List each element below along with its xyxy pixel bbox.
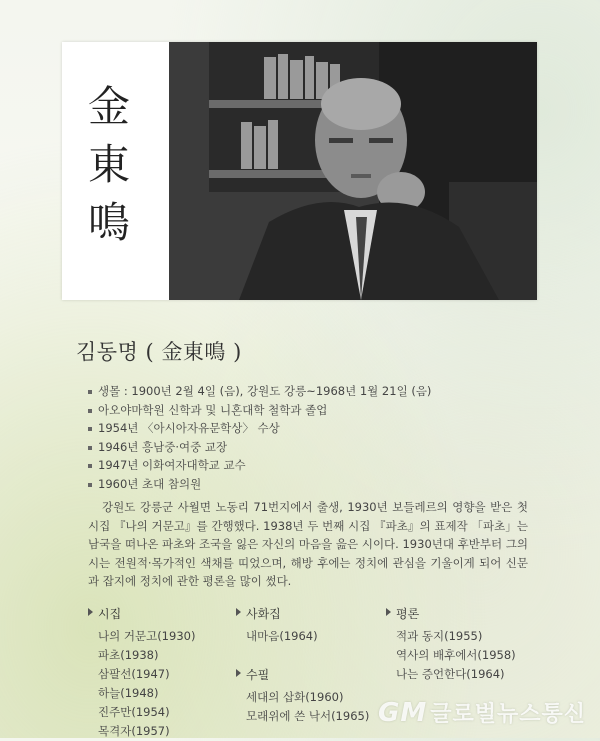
works-essay-title: 수필: [236, 666, 369, 683]
work-item: 역사의 배후에서(1958): [396, 648, 516, 662]
fact-item: 1960년 초대 참의원: [88, 475, 431, 494]
work-item: 목격자(1957): [98, 724, 170, 738]
biography-facts: [88, 382, 431, 494]
work-item: 적과 동지(1955): [396, 629, 483, 643]
fact-item: 생몰 : 1900년 2월 4일 (음), 강원도 강릉~1968년 1월 21일 (음): [88, 382, 431, 401]
fact-item: 1946년 흥남중·여중 교장: [88, 438, 431, 457]
work-item: 하늘(1948): [98, 686, 159, 700]
biography-paragraph: 강원도 강릉군 사월면 노동리 71번지에서 출생, 1930년 보들레르의 영향을 받은 첫 시집 『나의 거문고』를 간행했다. 1938년 두 번째 시집 『파초』의 표제작 「파초」는 남국을 떠나온 파초와 조국을 잃은 자신의 마음을 읊은 시이다. 1930년대 후반부터 그의 시는 전원적·목가적인 색채를 띠었으며, 해방 후에는 정치에 관심을 기울이게 되어 신문과 잡지에 정치에 관한 평론을 많이 썼다.: [88, 500, 528, 589]
work-item: 모래위에 쓴 낙서(1965): [246, 709, 370, 723]
fact-item: 아오야마학원 신학과 및 니혼대학 철학과 졸업: [88, 401, 431, 420]
watermark-logo: GM: [378, 698, 428, 728]
works-criticism-title: 평론: [386, 605, 516, 622]
works-collection-title: 사화집: [236, 605, 318, 622]
hanja-char-3: 鳴: [87, 198, 130, 247]
fact-item: 1947년 이화여자대학교 교수: [88, 456, 431, 475]
works-poetry: [88, 605, 195, 741]
works-essay: [236, 666, 369, 726]
works-criticism: [386, 605, 516, 684]
work-item: 파초(1938): [98, 648, 159, 662]
work-item: 진주만(1954): [98, 705, 170, 719]
work-item: 세대의 삽화(1960): [246, 690, 344, 704]
work-item: 나의 거문고(1930): [98, 629, 196, 643]
hanja-char-2: 東: [87, 140, 130, 189]
work-item: 삼팔선(1947): [98, 667, 170, 681]
hanja-char-1: 金: [87, 82, 130, 131]
fact-item: 1954년 〈아시아자유문학상〉 수상: [88, 419, 431, 438]
watermark-text: 글로벌뉴스통신: [430, 702, 586, 727]
hanja-name-vertical: [78, 78, 140, 252]
portrait-photo: [169, 42, 537, 300]
portrait-photo-illustration: [169, 42, 537, 300]
work-item: 내마음(1964): [246, 629, 318, 643]
watermark: [378, 697, 586, 728]
work-item: 나는 증언한다(1964): [396, 667, 505, 681]
name-heading: 김동명 ( 金東鳴 ): [76, 340, 242, 364]
works-collection: [236, 605, 318, 646]
works-poetry-title: 시집: [88, 605, 195, 622]
